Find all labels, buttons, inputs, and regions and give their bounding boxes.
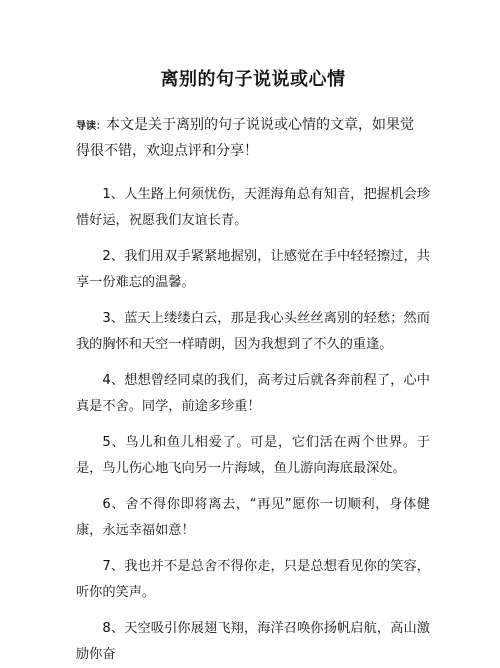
paragraph-1: 1、人生路上何须忧伤，天涯海角总有知音，把握机会珍惜好运，祝愿我们友谊长青。 (76, 187, 430, 228)
paragraph-4: 4、想想曾经同桌的我们，高考过后就各奔前程了，心中真是不舍。同学，前途多珍重！ (76, 373, 430, 414)
paragraph-5: 5、鸟儿和鱼儿相爱了。可是，它们活在两个世界。于是，鸟儿伤心地飞向另一片海域，鱼儿游向海底最深处。 (76, 435, 430, 476)
article-intro (76, 113, 430, 164)
paragraph-2: 2、我们用双手紧紧地握别，让感觉在手中轻轻擦过，共享一份难忘的温馨。 (76, 249, 430, 290)
intro-text: 本文是关于离别的句子说说或心情的文章，如果觉得很不错，欢迎点评和分享！ (76, 117, 414, 159)
paragraph-8: 8、天空吸引你展翅飞翔，海洋召唤你扬帆启航，高山激励你奋 (76, 621, 430, 662)
paragraph-6: 6、舍不得你即将离去，“再见”愿你一切顺利，身体健康，永远幸福如意！ (76, 497, 430, 538)
article-body (76, 182, 430, 668)
paragraph-7: 7、我也并不是总舍不得你走，只是总想看见你的笑容，听你的笑声。 (76, 559, 430, 600)
intro-label: 导读： (76, 121, 106, 132)
paragraph-3: 3、蓝天上缕缕白云，那是我心头丝丝离别的轻愁；然而我的胸怀和天空一样晴朗，因为我想到了不久的重逢。 (76, 311, 430, 352)
article-title: 离别的句子说说或心情 (160, 69, 346, 90)
